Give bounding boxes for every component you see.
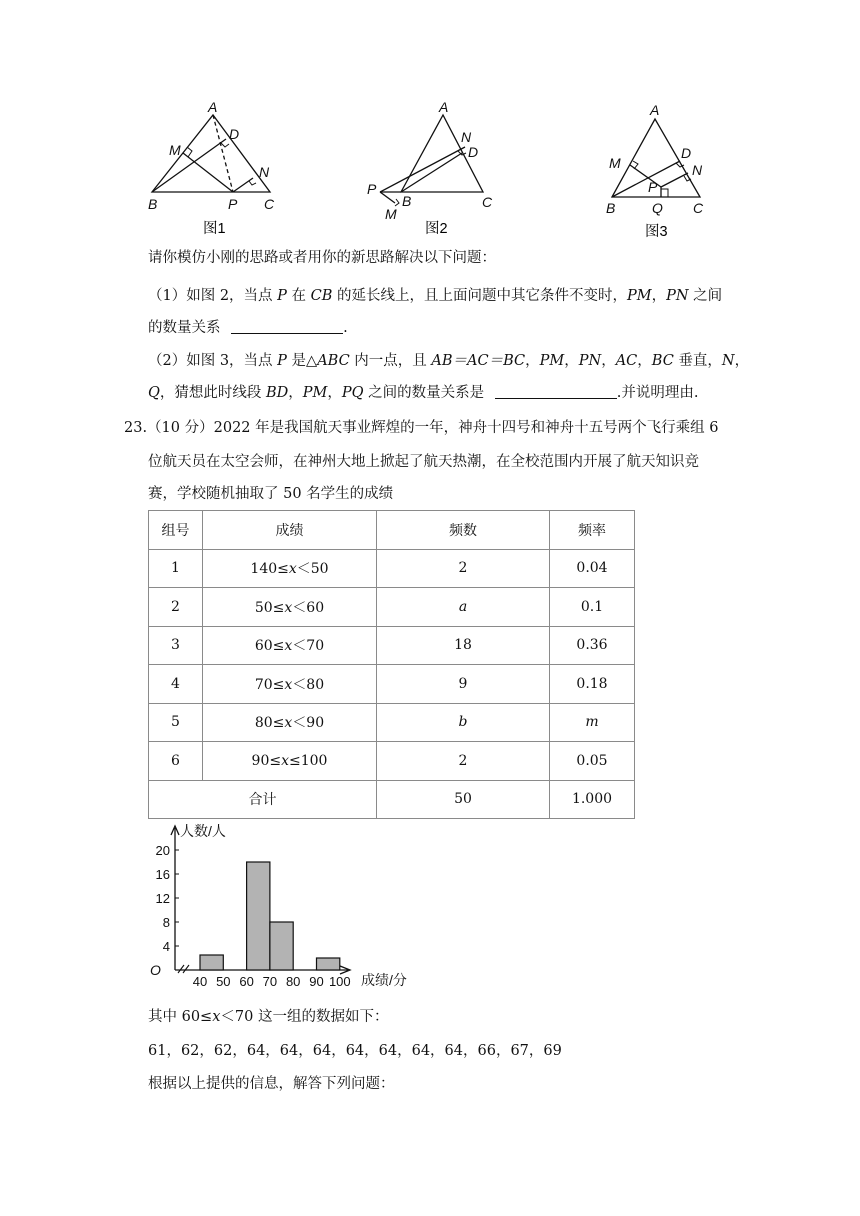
x-tick-label: 40 [192,974,208,989]
svg-text:P: P [228,196,238,212]
axis-break-mark [178,965,189,973]
x-axis-label: 成绩/分 [361,972,407,988]
cell-count: 2 [377,742,550,781]
figure-2-caption: 图2 [425,221,448,237]
x-tick-label: 100 [328,974,351,989]
histogram-bar [317,958,340,970]
svg-text:D: D [468,144,479,160]
svg-text:A: A [208,99,218,115]
table-row [149,588,635,627]
table-total-row [149,780,635,819]
figure-3-caption: 图3 [645,224,668,240]
cell-range: 80≤x＜90 [203,703,377,742]
fig1-segment-pn [233,178,253,192]
y-tick-label: 12 [155,891,170,906]
cell-range: 70≤x＜80 [203,665,377,704]
cell-total-rate: 1.000 [550,780,635,819]
question-2: （2）如图 3，当点 P 是△ABC 内一点，且 AB＝AC＝BC，PM，PN，AC，BC 垂直，N， [148,353,750,369]
header-score: 成绩 [203,511,377,550]
y-tick-label: 20 [155,843,170,858]
x-tick-label: 50 [216,974,231,989]
closing-text: 根据以上提供的信息，解答下列问题： [148,1076,395,1092]
x-ticks [193,974,351,989]
svg-text:M: M [385,206,397,222]
y-tick-label: 4 [162,939,170,954]
origin-label: O [150,962,161,978]
y-tick-label: 16 [155,867,170,882]
intro-text: 请你模仿小刚的思路或者用你的新思路解决以下问题： [148,250,496,266]
cell-rate: m [550,703,635,742]
x-tick-label: 70 [262,974,278,989]
cell-count: a [377,588,550,627]
cell-range: 50≤x＜60 [203,588,377,627]
cell-group: 2 [149,588,203,627]
question-1: （1）如图 2，当点 P 在 CB 的延长线上，且上面问题中其它条件不变时，PM，PN 之间 [148,288,723,304]
svg-text:N: N [259,164,270,180]
question-23-line2: 位航天员在太空会师，在神州大地上掀起了航天热潮，在全校范围内开展了航天知识竞 [148,454,699,470]
svg-text:C: C [264,196,275,212]
svg-text:B: B [148,196,158,212]
histogram-bar [200,955,223,970]
question-1-line2: 的数量关系 . [148,320,348,336]
answer-blank-1[interactable] [231,319,343,334]
figure-2-labels [367,99,493,222]
cell-count: 2 [377,549,550,588]
cell-group: 3 [149,626,203,665]
svg-text:C: C [693,200,704,216]
data-intro: 其中 60≤x＜70 这一组的数据如下： [148,1009,389,1025]
cell-group: 5 [149,703,203,742]
x-tick-label: 60 [239,974,254,989]
fig1-segment-pm [183,153,233,192]
cell-range: 140≤x＜50 [203,549,377,588]
svg-text:B: B [606,200,616,216]
question-2-line2: Q，猜想此时线段 BD，PM，PQ 之间的数量关系是 .并说明理由. [148,385,699,401]
svg-text:P: P [367,181,377,197]
table-row [149,742,635,781]
cell-group: 4 [149,665,203,704]
cell-rate: 0.04 [550,549,635,588]
svg-text:D: D [681,145,692,161]
svg-text:N: N [692,162,703,178]
cell-rate: 0.05 [550,742,635,781]
cell-range: 90≤x≤100 [203,742,377,781]
table-row [149,703,635,742]
header-rate: 频率 [550,511,635,550]
cell-group: 1 [149,549,203,588]
svg-text:A: A [650,102,660,118]
answer-blank-2[interactable] [495,384,617,399]
cell-total-count: 50 [377,780,550,819]
cell-range: 60≤x＜70 [203,626,377,665]
data-values: 61，62，62，64，64，64，64，64，64，64，66，67，69 [148,1043,562,1059]
question-23-line3: 赛，学校随机抽取了 50 名学生的成绩 [148,486,394,502]
question-23-line1: 23.（10 分）2022 年是我国航天事业辉煌的一年，神舟十四号和神舟十五号两个飞行乘组 6 [124,420,719,436]
table-row [149,549,635,588]
cell-count: 18 [377,626,550,665]
svg-text:N: N [461,129,472,145]
cell-group: 6 [149,742,203,781]
frequency-table [148,510,635,819]
svg-text:C: C [482,194,493,210]
header-count: 频数 [377,511,550,550]
figure-1-caption: 图1 [203,221,226,237]
fig1-segment-bd [152,139,226,192]
cell-rate: 0.1 [550,588,635,627]
y-tick-label: 8 [162,915,170,930]
header-group: 组号 [149,511,203,550]
table-row [149,665,635,704]
svg-text:A: A [439,99,449,115]
cell-total-label: 合计 [149,780,377,819]
histogram-bar [247,862,270,970]
cell-rate: 0.36 [550,626,635,665]
x-tick-label: 90 [309,974,324,989]
fig2-segment-pm [380,192,395,203]
svg-text:P: P [648,179,658,195]
y-axis-label: 人数/人 [180,823,226,839]
x-tick-label: 80 [285,974,301,989]
cell-rate: 0.18 [550,665,635,704]
svg-text:M: M [609,155,621,171]
table-row [149,626,635,665]
cell-count: 9 [377,665,550,704]
histogram-bar [270,922,293,970]
histogram-chart [140,820,430,992]
geometry-figures [0,95,860,245]
fig2-segment-bd [401,153,462,192]
svg-text:M: M [169,142,181,158]
cell-count: b [377,703,550,742]
svg-text:D: D [229,126,240,142]
svg-text:Q: Q [652,200,663,216]
histogram-bars [200,862,340,970]
fig3-segment-pn [661,173,688,187]
svg-text:B: B [402,193,412,209]
table-header-row [149,511,635,550]
